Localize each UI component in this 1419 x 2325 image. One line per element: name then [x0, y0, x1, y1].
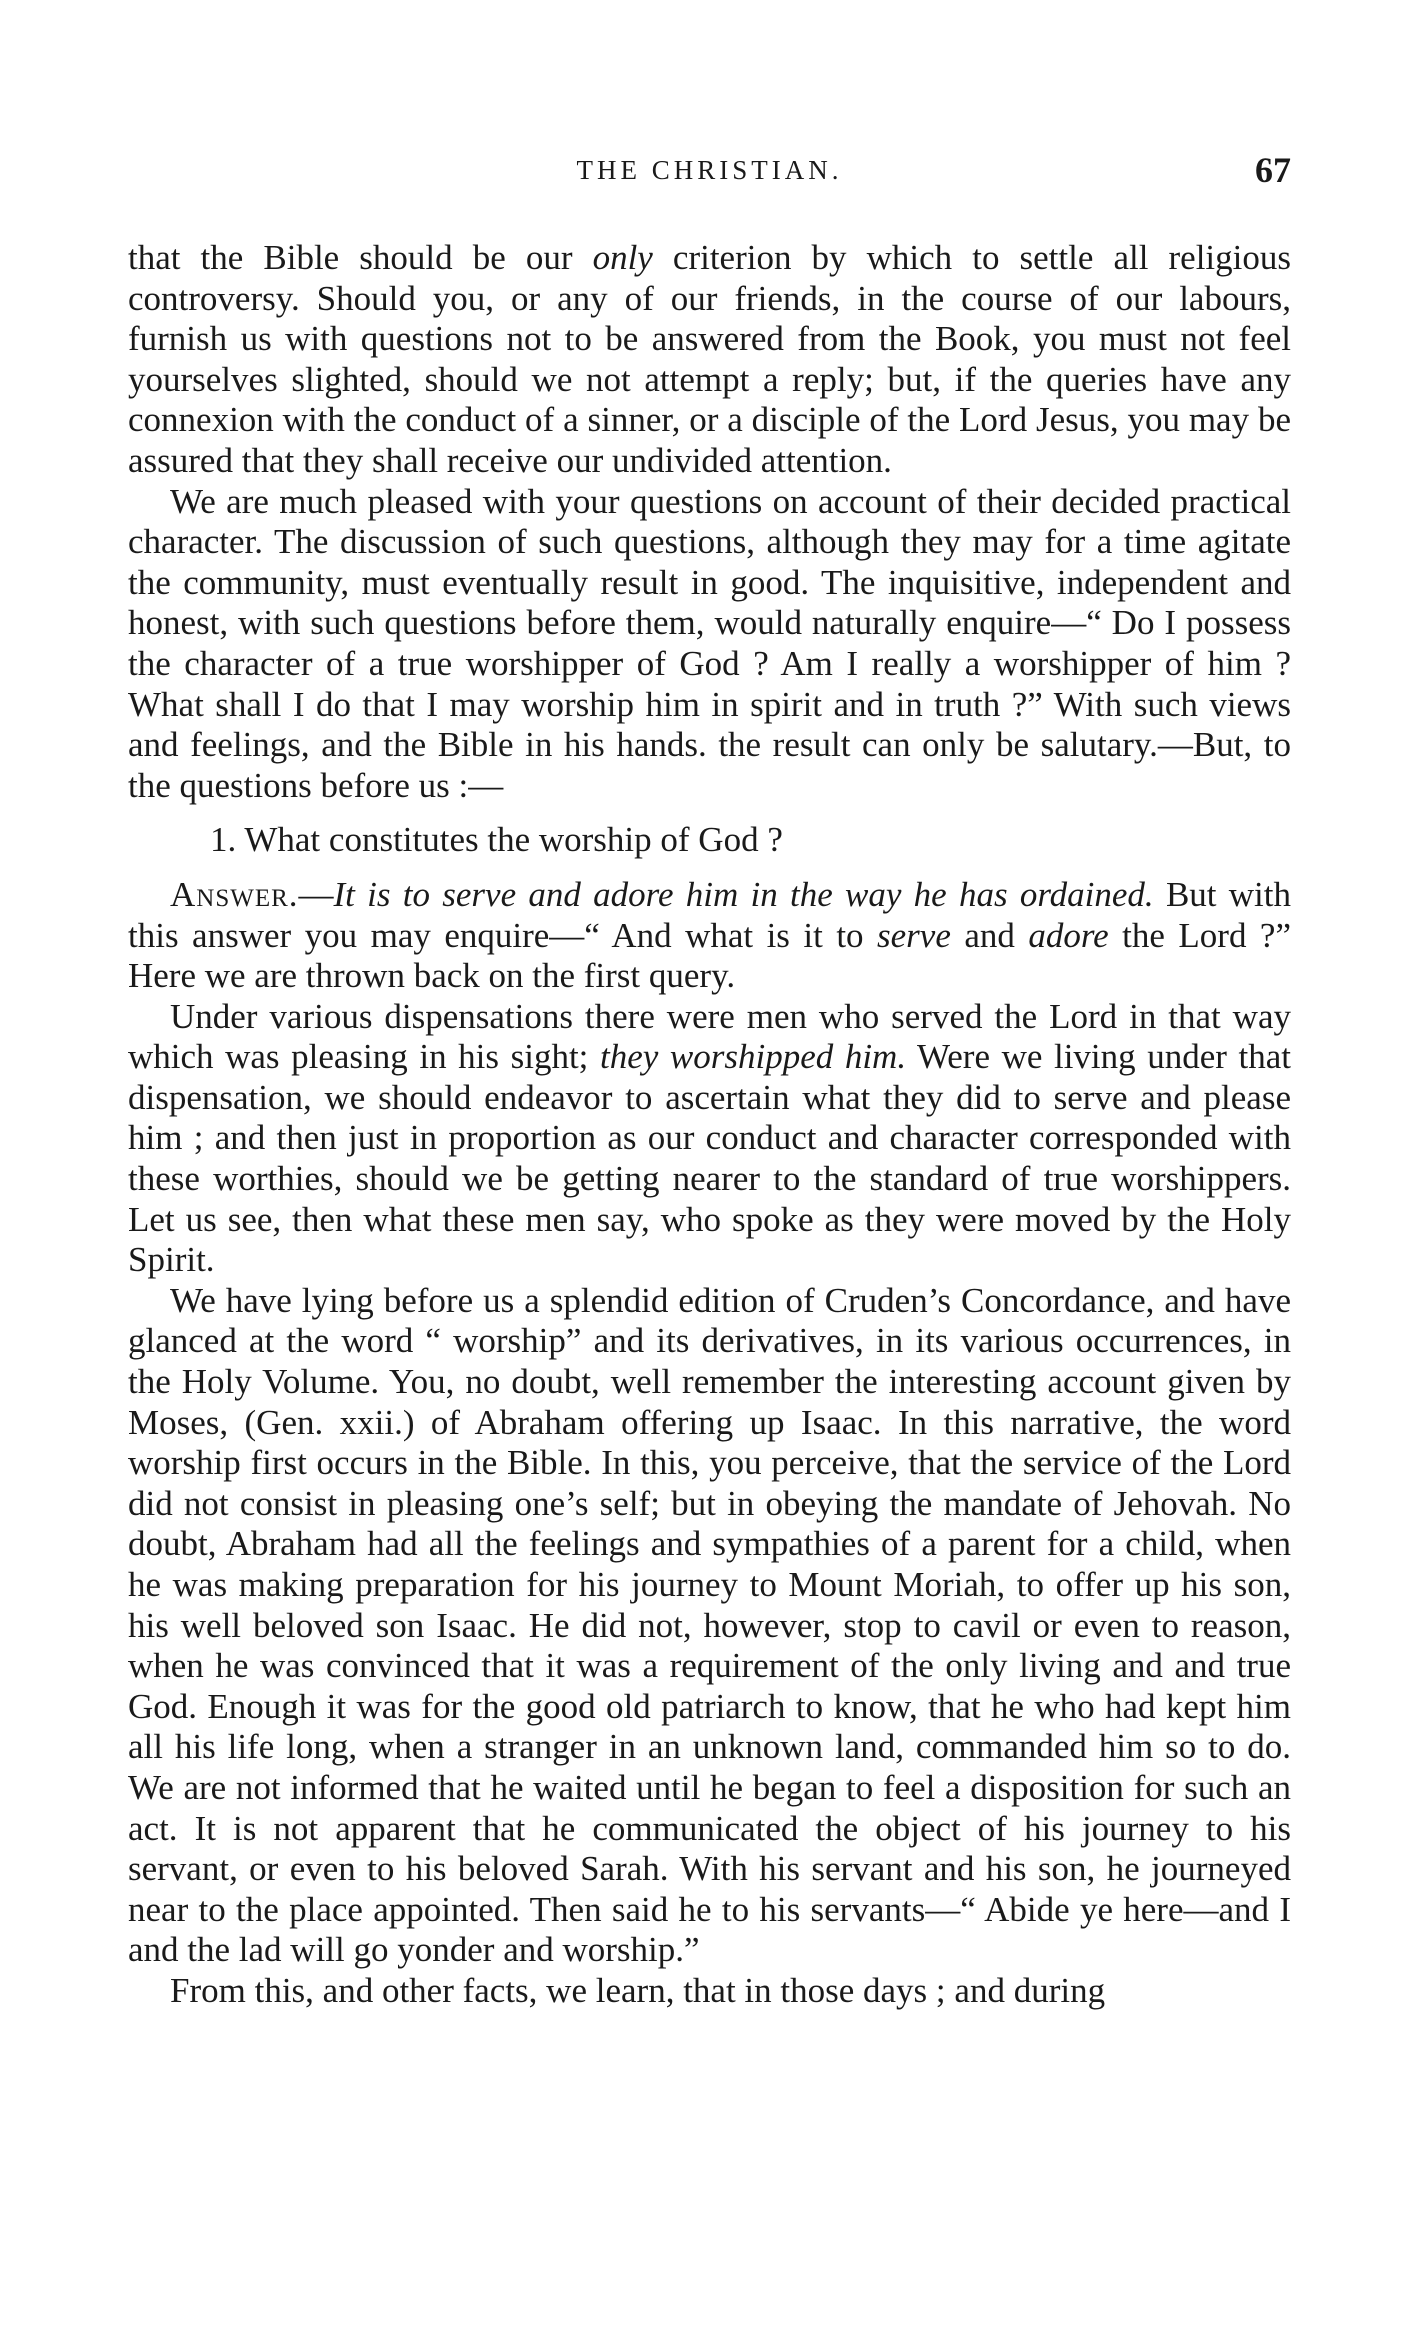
paragraph: From this, and other facts, we learn, that in those days ; and during [170, 1970, 1106, 2010]
page-header [128, 150, 1291, 205]
answer-paragraph [128, 875, 1291, 997]
page-number: 67 [1255, 150, 1291, 190]
body-text [128, 238, 1291, 2012]
text-run: and [950, 915, 1029, 955]
text-run: Under various dispensations there were men who served the Lord in that way which was pleasing in his sight; [128, 996, 1291, 1077]
italic-text: It is to serve and adore him in the way he has ordained. [333, 874, 1154, 914]
paragraph-continued [128, 238, 1291, 482]
paragraph [128, 997, 1291, 1281]
italic-text: adore [1028, 915, 1109, 955]
italic-text: only [592, 238, 653, 277]
paragraph: We are much pleased with your questions on account of their decided practical character. The discussion of such questions, although they may for a time agitate the community, must eventually result in good. The inquisitive, independent and honest, with such questions before them, would naturally enquire—“ Do I possess the character of a true worshipper of God ? Am I really a worshipper of him ? What shall I do that I may worship him in spirit and in truth ?” With such views and feelings, and the Bible in his hands. the result can only be salutary.—But, to the questions before us :— [128, 481, 1291, 805]
paragraph: We have lying before us a splendid edition of Cruden’s Concordance, and have glanced at the word “ worship” and its derivatives, in its various occurrences, in the Holy Volume. You, no doubt, well remember the interesting account given by Moses, (Gen. xxii.) of Abraham offering up Isaac. In this narrative, the word worship first occurs in the Bible. In this, you perceive, that the service of the Lord did not consist in pleasing one’s self; but in obeying the mandate of Jehovah. No doubt, Abraham had all the feelings and sympathies of a parent for a child, when he was making preparation for his journey to Mount Moriah, to offer up his son, his well beloved son Isaac. He did not, however, stop to cavil or even to reason, when he was convinced that it was a requirement of the only living and and true God. Enough it was for the good old patriarch to know, that he who had kept him all his life long, when a stranger in an unknown land, commanded him so to do. We are not informed that he waited until he began to feel a disposition for such an act. It is not apparent that he communicated the object of his journey to his servant, or even to his beloved Sarah. With his servant and his son, he journeyed near to the place appointed. Then said he to his servants—“ Abide ye here—and I and the lad will go yonder and worship.” [128, 1280, 1291, 1970]
running-title: THE CHRISTIAN. [576, 155, 843, 185]
text-run: the Lord ?” Here we are thrown back on the first query. [128, 915, 1291, 996]
italic-text: they worshipped him. [600, 1037, 907, 1077]
text-run: But with this answer you may enquire—“ And what is it to [128, 874, 1292, 955]
text-run: Were we living under that dispensation, we should endeavor to ascertain what they did to serve and please him ; and then just in proportion as our conduct and character corresponded with these worthies, should we be getting nearer to the standard of true worshippers. Let us see, then what these men say, who spoke as they were moved by the Holy Spirit. [128, 1037, 1292, 1280]
text-run: — [298, 874, 334, 914]
text-run: that the Bible should be our [128, 238, 593, 277]
italic-text: serve [877, 915, 951, 955]
question-heading: 1. What constitutes the worship of God ? [210, 820, 783, 860]
text-run: criterion by which to settle all religious controversy. Should you, or any of our friends, in the course of our labours, furnish us with questions not to be answered from the Book, you must not feel yourselves slighted, should we not attempt a reply; but, if the queries have any connexion with the conduct of a sinner, or a disciple of the Lord Jesus, you may be assured that they shall receive our undivided attention. [128, 238, 1291, 480]
answer-label: Answer. [170, 874, 299, 914]
